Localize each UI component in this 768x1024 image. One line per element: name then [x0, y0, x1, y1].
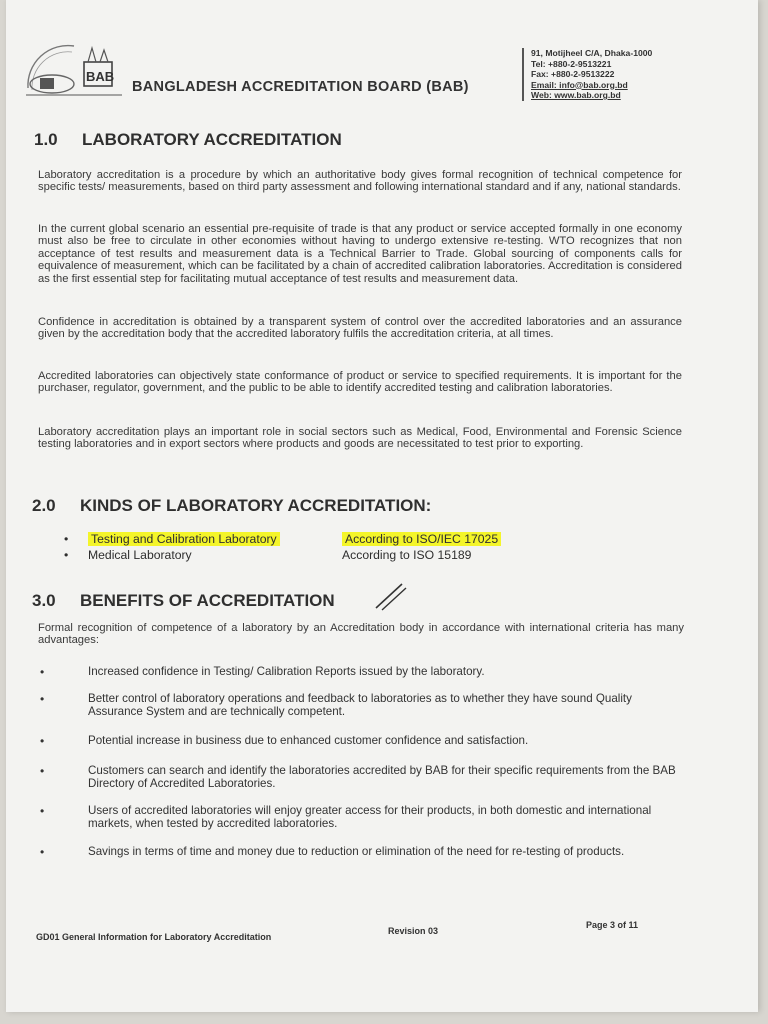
section-3-heading: [32, 591, 335, 611]
organization-name: BANGLADESH ACCREDITATION BOARD (BAB): [132, 79, 469, 95]
svg-text:BAB: BAB: [86, 69, 115, 84]
bullet: •: [40, 764, 45, 778]
bullet: •: [40, 692, 45, 706]
benefit-text: Potential increase in business due to enhanced customer confidence and satisfaction.: [88, 734, 529, 747]
section-2-title: KINDS OF LABORATORY ACCREDITATION:: [80, 496, 432, 515]
pen-strike-mark: [372, 582, 408, 612]
bab-logo: [22, 40, 126, 102]
section-2-number: 2.0: [32, 496, 56, 515]
bullet: •: [40, 804, 45, 818]
bullet: •: [40, 845, 45, 859]
address: 91, Motijheel C/A, Dhaka-1000: [531, 48, 653, 58]
bullet: •: [40, 665, 45, 679]
benefit-text: Savings in terms of time and money due to reduction or elimination of the need for re-testing of products.: [88, 845, 625, 858]
document-page: [6, 0, 758, 1012]
benefit-text: Users of accredited laboratories will enjoy greater access for their products, in both domestic and international markets, when tested by accredited laboratories.: [88, 804, 652, 830]
section-3-number: 3.0: [32, 591, 56, 610]
footer-page-number: Page 3 of 11: [586, 920, 639, 930]
section-3-title: BENEFITS OF ACCREDITATION: [80, 591, 335, 610]
section-2-heading: [32, 496, 431, 516]
web-link[interactable]: Web: www.bab.org.bd: [531, 90, 621, 100]
section-1-heading: [34, 130, 342, 150]
section-1-title: LABORATORY ACCREDITATION: [82, 130, 342, 149]
bullet: •: [40, 734, 45, 748]
telephone: Tel: +880-2-9513221: [531, 58, 612, 69]
paragraph: Laboratory accreditation plays an important role in social sectors such as Medical, Food, Environmental and Forensic Science testing laboratories and in export sectors where products and goods are necessitated to test prior to exporting.: [38, 426, 682, 451]
section-1-number: 1.0: [34, 130, 58, 149]
lab-kind-standard: According to ISO 15189: [342, 548, 472, 562]
bullet: •: [64, 548, 69, 562]
footer-doc-id: GD01 General Information for Laboratory Accreditation: [36, 932, 272, 942]
email-link[interactable]: Email: info@bab.org.bd: [531, 79, 628, 90]
bullet: •: [64, 532, 69, 546]
benefit-text: Increased confidence in Testing/ Calibration Reports issued by the laboratory.: [88, 665, 485, 678]
paragraph: Confidence in accreditation is obtained by a transparent system of control over the accredited laboratories and an assurance given by the accreditation body that the accredited laboratory fulfils the accreditation criteria, at all times.: [38, 316, 682, 341]
benefit-text: Customers can search and identify the laboratories accredited by BAB for their specific requirements from the BAB Directory of Accredited Laboratories.: [88, 764, 676, 790]
contact-block: [522, 48, 652, 101]
lab-kind-name: Testing and Calibration Laboratory: [88, 532, 280, 546]
footer-revision: Revision 03: [388, 926, 439, 936]
benefits-intro: Formal recognition of competence of a laboratory by an Accreditation body in accordance with international criteria has many advantages:: [38, 622, 684, 647]
lab-kind-name: Medical Laboratory: [88, 548, 192, 562]
paragraph: In the current global scenario an essential pre-requisite of trade is that any product or service accepted formally in one economy must also be free to circulate in other economies without having to undergo extensive re-testing. WTO recognizes that non acceptance of test results and measurement data is a Technical Barrier to Trade. Global sourcing of components calls for equivalence of measurement, which can be facilitated by a chain of accredited calibration laboratories. Accreditation is considered as the first essential step for facilitating mutual acceptance of test results and measurement data.: [38, 223, 682, 285]
lab-kind-standard: According to ISO/IEC 17025: [342, 532, 501, 546]
paragraph: Accredited laboratories can objectively state conformance of product or service to specified requirements. It is important for the purchaser, regulator, government, and the public to be able to identify accredited testing and calibration laboratories.: [38, 370, 682, 395]
fax: Fax: +880-2-9513222: [531, 69, 615, 79]
benefit-text: Better control of laboratory operations and feedback to laboratories as to whether they have sound Quality Assurance System and are technically competent.: [88, 692, 632, 718]
paragraph: Laboratory accreditation is a procedure by which an authoritative body gives formal recognition of technical competence for specific tests/ measurements, based on third party assessment and following international standard and if any, national standards.: [38, 169, 682, 194]
